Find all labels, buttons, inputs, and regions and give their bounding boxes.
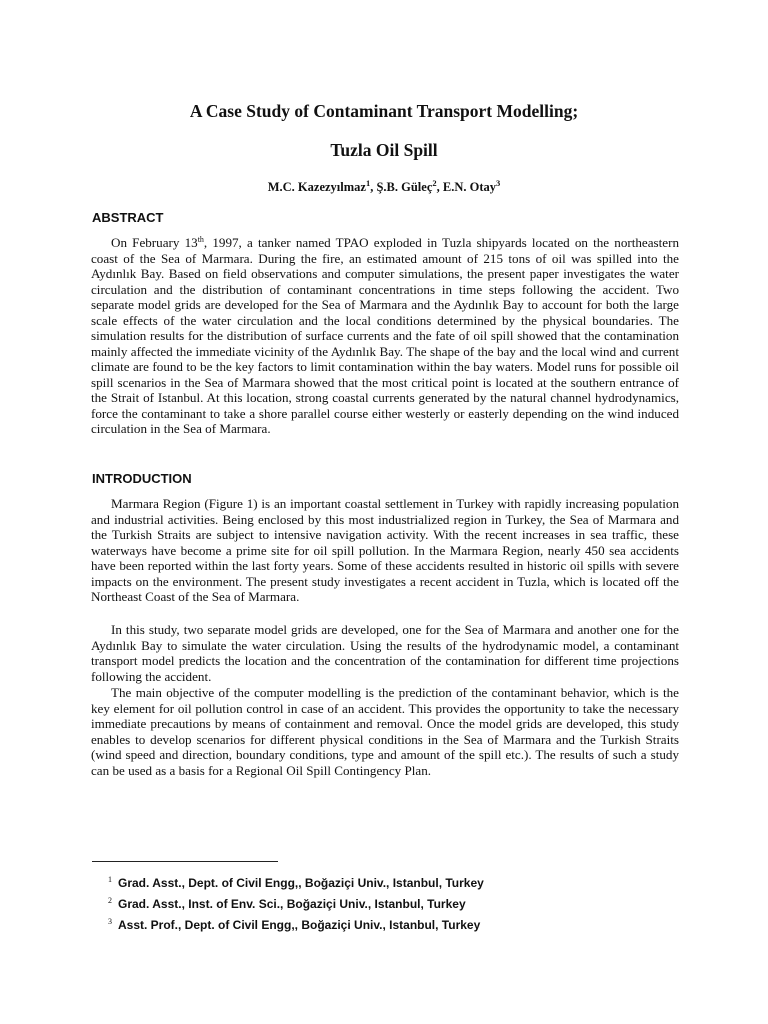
footnote [108, 892, 484, 913]
author-name: E.N. Otay [442, 180, 497, 194]
abstract-text-start: On February 13 [111, 235, 198, 250]
author-affiliation-mark: 1 [365, 178, 371, 188]
footnote-mark: 3 [108, 917, 112, 926]
author-affiliation-mark: 3 [496, 178, 501, 188]
footnotes [108, 871, 484, 934]
abstract-text-rest: , 1997, a tanker named TPAO exploded in Tuzla shipyards located on the northeastern coast of the Sea of Marmara. During the fire, an estimated amount of 215 tons of oil was spilled into the Aydınlık Bay. Based on field observations and computer simulations, the present paper investigates the water circulation and the distribution of contaminant concentrations in time steps following the accident. Two separate model grids are developed for the Sea of Marmara and the Aydınlık Bay to account for both the large scale effects of the water circulation and the local conditions determined by the physical boundaries. The simulation results for the distribution of surface currents and the fate of oil spill showed that the contamination mainly affected the immediate vicinity of the Aydınlık Bay. The shape of the bay and the local wind and current climate are found to be the key factors to limit contamination within the bay waters. Model runs for possible oil spill scenarios in the Sea of Marmara showed that the most critical point is located at the southern entrance of the Strait of Istanbul. At this location, strong coastal currents generated by the natural channel hydrodynamics, force the contaminant to take a shore parallel course either westerly or easterly depending on the wind induced circulation in the Sea of Marmara. [91, 235, 679, 436]
footnote-text: Grad. Asst., Inst. of Env. Sci., Boğaziçi Univ., Istanbul, Turkey [118, 897, 466, 911]
introduction-paragraph: The main objective of the computer modelling is the prediction of the contaminant behavior, which is the key element for oil pollution control in case of an accident. This provides the opportunity to take the necessary immediate precautions by means of containment and removal. Once the model grids are developed, this study enables to develop scenarios for different physical conditions in the Sea of Marmara and the Turkish Straits (wind speed and direction, boundary conditions, type and amount of the spill etc.). The results of such a study can be used as a basis for a Regional Oil Spill Contingency Plan. [91, 685, 679, 778]
footnote-text: Grad. Asst., Dept. of Civil Engg,, Boğaziçi Univ., Istanbul, Turkey [118, 876, 484, 890]
footnote [108, 913, 484, 934]
author-affiliation-mark: 2 [432, 178, 437, 188]
footnote-mark: 2 [108, 896, 112, 905]
author-separator: , [370, 180, 377, 194]
author-list [0, 178, 768, 195]
ordinal-suffix: th [197, 235, 204, 244]
author-separator: , [436, 180, 443, 194]
footnote-mark: 1 [108, 875, 112, 884]
footnote [108, 871, 484, 892]
paper-subtitle: Tuzla Oil Spill [330, 140, 438, 160]
introduction-paragraph: Marmara Region (Figure 1) is an important coastal settlement in Turkey with rapidly increasing population and industrial activities. Being enclosed by this most industrialized region in Turkey, the Sea of Marmara and the Turkish Straits are subject to intensive navigation activity. With the recent increases in sea traffic, these waterways have become a prime site for oil spill pollution. In the Marmara Region, nearly 450 sea accidents have been reported within the last forty years. Some of these accidents resulted in historic oil spills with severe impacts on the environment. The present study investigates a recent accident in Tuzla, which is located off the Northeast Coast of the Sea of Marmara. [91, 496, 679, 604]
introduction-heading: INTRODUCTION [92, 471, 192, 486]
author-name: M.C. Kazezyılmaz [267, 180, 366, 194]
author-name: Ş.B. Güleç [376, 180, 433, 194]
abstract-paragraph [91, 235, 679, 437]
footnote-divider [92, 861, 278, 862]
abstract-heading: ABSTRACT [92, 210, 164, 225]
paper-title: A Case Study of Contaminant Transport Modelling; [189, 101, 579, 121]
introduction-paragraph: In this study, two separate model grids are developed, one for the Sea of Marmara and another one for the Aydınlık Bay to simulate the water circulation. Using the results of the hydrodynamic model, a contaminant transport model predicts the location and the concentration of the contamination for different time projections following the accident. [91, 622, 679, 684]
footnote-text: Asst. Prof., Dept. of Civil Engg,, Boğaziçi Univ., Istanbul, Turkey [118, 918, 481, 932]
